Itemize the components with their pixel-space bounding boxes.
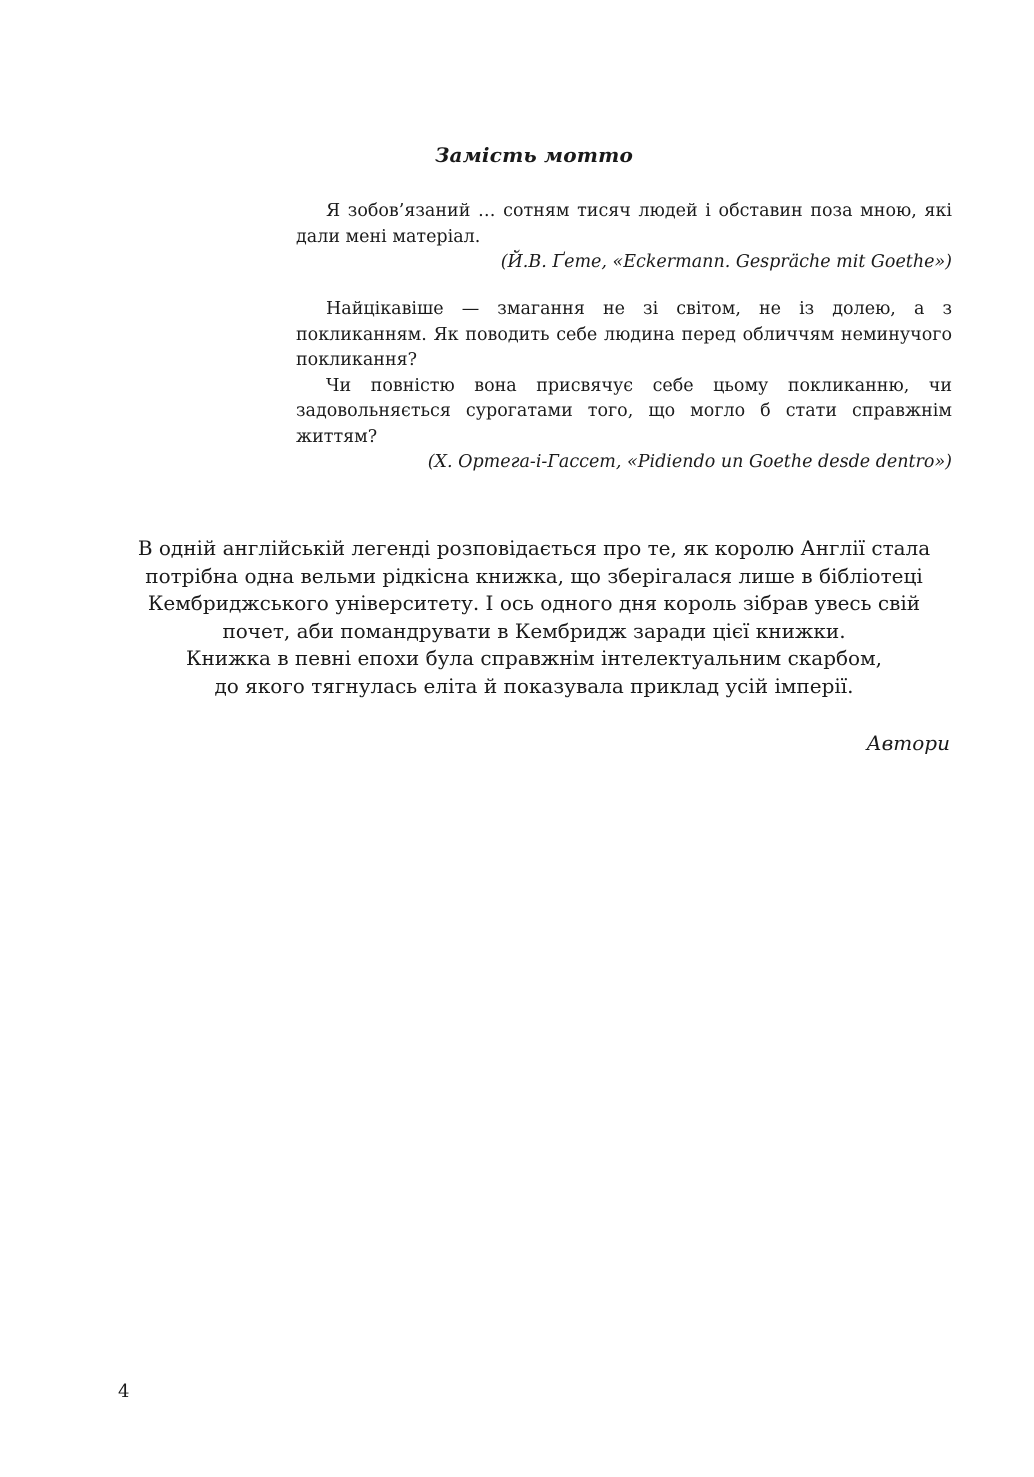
legend-line: до якого тягнулась еліта й показувала приклад усій імперії. xyxy=(214,673,854,698)
authors-signature: Автори xyxy=(866,731,950,755)
legend-line: Кембриджського університету. І ось одного дня король зібрав увесь свій xyxy=(147,591,921,615)
motto-ortega xyxy=(296,297,952,476)
motto-quote-paragraph: Чи повністю вона присвячує себе цьому покликанню, чи задовольняється сурогатами того, що могло б стати справжнім життям? xyxy=(296,375,952,447)
motto-quote: Я зобов’язаний … сотням тисяч людей і обставин поза мною, які дали мені матеріал. xyxy=(296,201,952,247)
motto-attribution: (Х. Ортега-і-Гассет, «Pidiendo un Goethe desde dentro») xyxy=(427,452,952,472)
page-number: 4 xyxy=(118,1381,130,1402)
legend-paragraph xyxy=(0,535,1034,700)
motto-heading: Замість мотто xyxy=(434,143,634,167)
motto-goethe xyxy=(296,199,952,276)
motto-quote-paragraph: Найцікавіше — змагання не зі світом, не із долею, а з покликанням. Як поводить себе людина перед обличчям неминучого покликання? xyxy=(296,299,952,370)
legend-line: В одній англійській легенді розповідається про те, як королю Англії стала xyxy=(137,536,931,560)
legend-line: потрібна одна вельми рідкісна книжка, що зберігалася лише в бібліотеці xyxy=(145,563,923,588)
motto-attribution: (Й.В. Ґете, «Eckermann. Gespräche mit Goethe») xyxy=(500,252,952,272)
legend-line: Книжка в певні епохи була справжнім інтелектуальним скарбом, xyxy=(186,646,882,670)
legend-line: почет, аби помандрувати в Кембридж заради цієї книжки. xyxy=(222,618,846,643)
